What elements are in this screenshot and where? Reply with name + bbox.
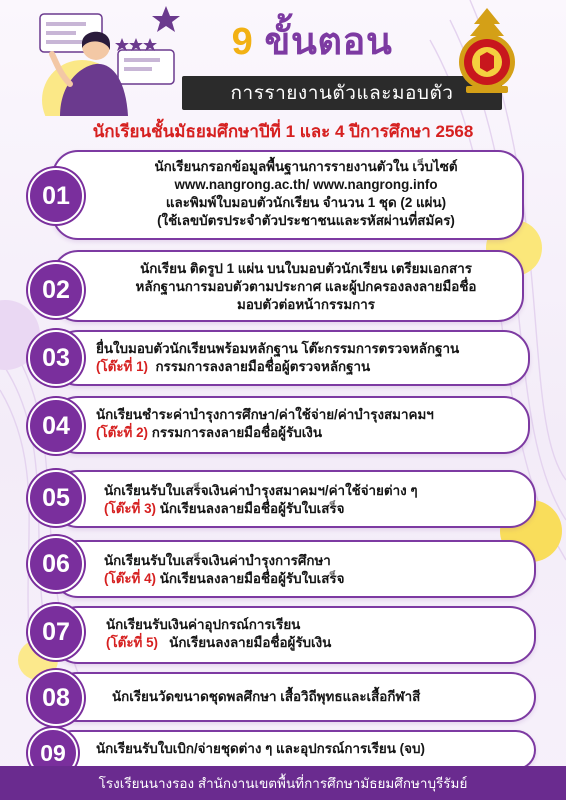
step-description: นักเรียนรับเงินค่าอุปกรณ์การเรียน (โต๊ะที่ 5) นักเรียนลงลายมือชื่อผู้รับเงิน — [106, 617, 332, 650]
step-number-badge: 07 — [28, 604, 84, 660]
step-description: นักเรียนรับใบเสร็จเงินค่าบำรุงสมาคมฯ/ค่าใช้จ่ายต่าง ๆ (โต๊ะที่ 3) นักเรียนลงลายมือชื่อผู้รับใบเสร็จ — [104, 483, 418, 516]
step-description: ยื่นใบมอบตัวนักเรียนพร้อมหลักฐาน โต๊ะกรรมการตรวจหลักฐาน (โต๊ะที่ 1) กรรมการลงลายมือชื่อผู้ตรวจหลักฐาน — [96, 341, 460, 374]
step-description: นักเรียนรับใบเบิก/จ่ายชุดต่าง ๆ และอุปกรณ์การเรียน (จบ) — [96, 741, 425, 756]
step-description: นักเรียนรับใบเสร็จเงินค่าบำรุงการศึกษา (โต๊ะที่ 4) นักเรียนลงลายมือชื่อผู้รับใบเสร็จ — [104, 553, 345, 586]
step-number-badge: 01 — [28, 168, 84, 224]
step-number-badge: 04 — [28, 398, 84, 454]
step-number-badge: 05 — [28, 470, 84, 526]
step-description: นักเรียนชำระค่าบำรุงการศึกษา/ค่าใช้จ่าย/ค่าบำรุงสมาคมฯ (โต๊ะที่ 2) กรรมการลงลายมือชื่อผู้รับเงิน — [96, 407, 434, 440]
poster-header — [0, 0, 566, 150]
step-description: นักเรียนกรอกข้อมูลพื้นฐานการรายงานตัวใน เว็บไซต์ www.nangrong.ac.th/ www.nangrong.info และพิมพ์ใบมอบตัวนักเรียน จำนวน 1 ชุด (2 แผ่น) (ใช้เลขบัตรประจำตัวประชาชนและรหัสผ่านที่สมัคร) — [154, 159, 458, 228]
step-number-badge: 08 — [28, 670, 84, 726]
step-number-badge: 03 — [28, 330, 84, 386]
footer-bar — [0, 766, 566, 800]
footer-text: โรงเรียนนางรอง สำนักงานเขตพื้นที่การศึกษามัธยมศึกษาบุรีรัมย์ — [98, 776, 468, 791]
title-number: 9 — [231, 21, 254, 63]
table-tag: (โต๊ะที่ 5) — [106, 635, 158, 650]
program-heading: นักเรียนชั้นมัธยมศึกษาปีที่ 1 และ 4 ปีการศึกษา 2568 — [92, 122, 474, 141]
table-tag: (โต๊ะที่ 3) — [104, 501, 156, 516]
step-number-badge: 02 — [28, 262, 84, 318]
step-description: นักเรียนวัดขนาดชุดพลศึกษา เสื้อวิถีพุทธและเสื้อกีฬาสี — [112, 689, 421, 704]
subtitle-text: การรายงานตัวและมอบตัว — [230, 83, 454, 104]
step-description: นักเรียน ติดรูป 1 แผ่น บนใบมอบตัวนักเรียน เตรียมเอกสาร หลักฐานการมอบตัวตามประกาศ และผู้ปกครองลงลายมือชื่อ มอบตัวต่อหน้ากรรมการ — [135, 261, 477, 312]
table-tag: (โต๊ะที่ 2) — [96, 425, 148, 440]
step-number-badge: 09 — [28, 728, 78, 778]
table-tag: (โต๊ะที่ 4) — [104, 571, 156, 586]
rating-illustration — [30, 4, 180, 116]
title-word: ขั้นตอน — [264, 21, 393, 63]
poster-title — [192, 10, 432, 71]
table-tag: (โต๊ะที่ 1) — [96, 359, 148, 374]
school-emblem-icon — [452, 6, 522, 94]
step-number-badge: 06 — [28, 536, 84, 592]
